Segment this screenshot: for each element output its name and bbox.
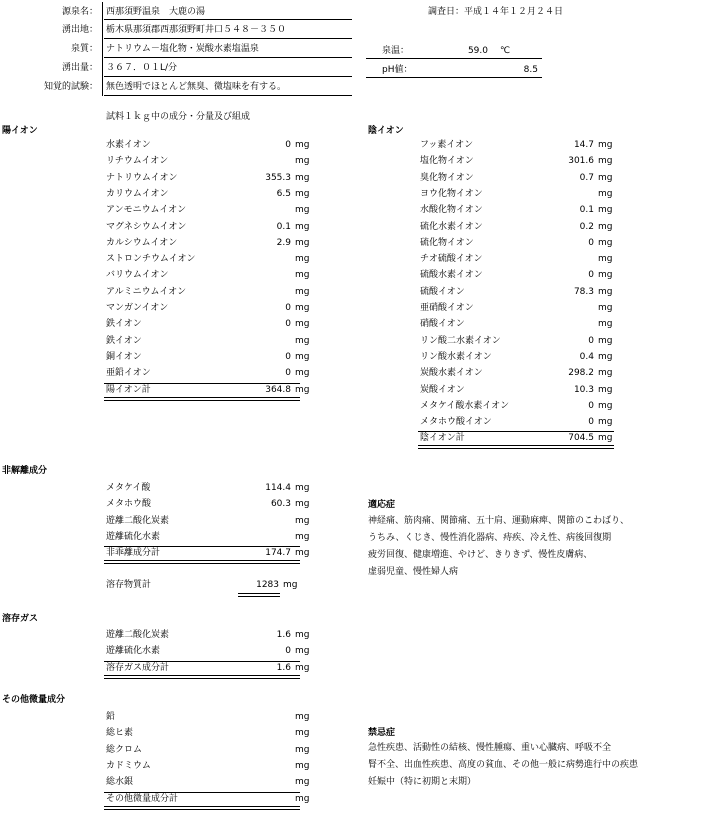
cation-row-name: アンモニウムイオン: [106, 205, 187, 215]
anion-row-name: 硫酸水素イオン: [420, 270, 483, 280]
cation-total-value: 364.8: [265, 385, 291, 395]
trace-row-name: 総クロム: [106, 745, 143, 755]
gas-row-unit: mg: [295, 630, 310, 640]
cation-row-value: 0: [285, 140, 291, 150]
undissociated-row-unit: mg: [295, 516, 310, 526]
trace-row-name: 総ヒ素: [106, 728, 134, 738]
anion-row-name: 炭酸イオン: [420, 385, 465, 395]
cation-row-unit: mg: [295, 319, 310, 329]
anion-row-value: 0: [588, 401, 594, 411]
source-value: 西那須野温泉 大鹿の湯: [106, 7, 206, 17]
anions-heading: 陰イオン: [368, 126, 404, 136]
cation-row-value: 355.3: [265, 173, 291, 183]
cation-row-name: カルシウムイオン: [106, 238, 178, 248]
anion-row-unit: mg: [598, 417, 613, 427]
anion-row-unit: mg: [598, 205, 613, 215]
anion-row-name: 硝酸イオン: [420, 319, 465, 329]
temp-label: 泉温：: [382, 46, 410, 56]
cation-row-unit: mg: [295, 173, 310, 183]
anion-row-name: リン酸水素イオン: [420, 352, 492, 362]
anion-row-value: 0: [588, 336, 594, 346]
cation-row-unit: mg: [295, 270, 310, 280]
source-label: 源泉名：: [61, 7, 98, 17]
contraindication-line: 急性疾患、活動性の結核、慢性腫瘍、重い心臓病、呼吸不全: [368, 743, 612, 753]
cation-total-name: 陽イオン計: [106, 385, 151, 395]
anion-row-name: 硫化物イオン: [420, 238, 474, 248]
cation-row-value: 0: [285, 303, 291, 313]
temp-value: 59.0: [467, 46, 488, 56]
sample-title: 試料１ｋｇ中の成分・分量及び組成: [106, 112, 251, 122]
trace-heading: その他微量成分: [2, 695, 66, 705]
header-divider: [102, 2, 103, 96]
cation-row-name: 亜鉛イオン: [106, 368, 151, 378]
cation-row-name: アルミニウムイオン: [106, 287, 187, 297]
undissociated-row-unit: mg: [295, 532, 310, 542]
trace-row-unit: mg: [295, 712, 310, 722]
anion-row-name: フッ素イオン: [420, 140, 474, 150]
survey-date: 調査日：平成１４年１２月２４日: [428, 7, 564, 17]
undissociated-row-name: メタケイ酸: [106, 483, 151, 493]
trace-row-unit: mg: [295, 728, 310, 738]
cation-row-name: ストロンチウムイオン: [106, 254, 196, 264]
cation-row-unit: mg: [295, 189, 310, 199]
anion-row-unit: mg: [598, 401, 613, 411]
undissociated-row-name: メタホウ酸: [106, 499, 152, 509]
cation-row-unit: mg: [295, 336, 310, 346]
cation-row-unit: mg: [295, 254, 310, 264]
contraindication-line: 妊娠中（特に初期と末期）: [368, 777, 477, 787]
location-value: 栃木県那須郡西那須野町井口５４８－３５０: [106, 25, 287, 35]
gas-row-unit: mg: [295, 646, 310, 656]
anion-row-value: 10.3: [573, 385, 594, 395]
anion-row-name: リン酸二水素イオン: [420, 336, 501, 346]
cation-row-value: 0.1: [276, 222, 291, 232]
cation-row-name: 鉄イオン: [106, 336, 142, 346]
contraindication-line: 腎不全、出血性疾患、高度の貧血、その他一般に病勢進行中の疾患: [368, 760, 639, 770]
anion-row-unit: mg: [598, 270, 613, 280]
gas-total-value: 1.6: [276, 663, 291, 673]
undissociated-row-name: 遊離二酸化炭素: [106, 516, 170, 526]
anion-total-unit: mg: [598, 433, 613, 443]
cation-row-name: マグネシウムイオン: [106, 222, 187, 232]
trace-row-name: カドミウム: [106, 761, 151, 771]
trace-row-name: 総水銀: [106, 777, 134, 787]
cation-row-unit: mg: [295, 140, 310, 150]
trace-total-unit: mg: [295, 794, 310, 804]
anion-row-value: 78.3: [573, 287, 594, 297]
ph-value: 8.5: [523, 65, 538, 75]
cation-row-name: 銅イオン: [106, 352, 142, 362]
anion-row-unit: mg: [598, 156, 613, 166]
anion-row-name: チオ硫酸イオン: [420, 254, 483, 264]
anion-total-value: 704.5: [568, 433, 594, 443]
cation-row-value: 2.9: [276, 238, 291, 248]
cation-row-value: 6.5: [276, 189, 291, 199]
indications-heading: 適応症: [368, 500, 396, 510]
anion-row-value: 0.1: [579, 205, 594, 215]
anion-row-value: 0.2: [579, 222, 594, 232]
anion-total-name: 陰イオン計: [420, 433, 465, 443]
anion-row-unit: mg: [598, 352, 613, 362]
gas-row-value: 1.6: [276, 630, 291, 640]
anion-row-unit: mg: [598, 303, 613, 313]
dissolved-total-unit: mg: [283, 580, 298, 590]
gas-row-name: 遊離二酸化炭素: [106, 630, 170, 640]
trace-row-name: 鉛: [106, 712, 116, 722]
anion-row-value: 0: [588, 270, 594, 280]
cation-row-unit: mg: [295, 156, 310, 166]
perception-label: 知覚的試験：: [43, 82, 98, 92]
gas-row-value: 0: [285, 646, 291, 656]
anion-row-unit: mg: [598, 368, 613, 378]
ph-label: pH値：: [382, 65, 413, 75]
cation-row-name: ナトリウムイオン: [106, 173, 178, 183]
anion-row-unit: mg: [598, 140, 613, 150]
anion-row-unit: mg: [598, 336, 613, 346]
gas-total-unit: mg: [295, 663, 310, 673]
cation-row-name: 水素イオン: [106, 140, 151, 150]
cation-total-unit: mg: [295, 385, 310, 395]
contraindications-heading: 禁忌症: [368, 728, 396, 738]
anion-row-unit: mg: [598, 238, 613, 248]
anion-row-unit: mg: [598, 287, 613, 297]
undissociated-total-name: 非乖離成分計: [106, 548, 161, 558]
cation-row-name: バリウムイオン: [106, 270, 169, 280]
cation-row-value: 0: [285, 352, 291, 362]
anion-row-unit: mg: [598, 173, 613, 183]
anion-row-unit: mg: [598, 254, 613, 264]
indication-line: 神経痛、筋肉痛、関節痛、五十肩、運動麻痺、関節のこわばり、: [368, 516, 630, 526]
trace-total-name: その他微量成分計: [106, 794, 179, 804]
trace-row-unit: mg: [295, 745, 310, 755]
gas-total-name: 溶存ガス成分計: [106, 663, 170, 673]
anion-row-unit: mg: [598, 222, 613, 232]
cation-row-value: 0: [285, 368, 291, 378]
cation-row-name: リチウムイオン: [106, 156, 169, 166]
anion-row-value: 0: [588, 417, 594, 427]
anion-row-unit: mg: [598, 319, 613, 329]
undissociated-row-unit: mg: [295, 483, 310, 493]
cation-row-name: カリウムイオン: [106, 189, 169, 199]
anion-row-value: 14.7: [573, 140, 594, 150]
anion-row-name: 硫化水素イオン: [420, 222, 483, 232]
undissociated-total-unit: mg: [295, 548, 310, 558]
anion-row-value: 0.7: [579, 173, 594, 183]
undissociated-row-unit: mg: [295, 499, 310, 509]
anion-row-name: 硫酸イオン: [420, 287, 465, 297]
anion-row-value: 298.2: [568, 368, 594, 378]
quality-value: ナトリウム－塩化物・炭酸水素塩温泉: [106, 44, 259, 54]
anion-row-value: 0.4: [579, 352, 594, 362]
cation-row-unit: mg: [295, 303, 310, 313]
cation-row-name: マンガンイオン: [106, 303, 169, 313]
cation-row-unit: mg: [295, 368, 310, 378]
temp-unit: ℃: [500, 46, 511, 56]
cation-row-unit: mg: [295, 222, 310, 232]
anion-row-name: メタケイ酸水素イオン: [420, 401, 510, 411]
dissolved-total-value: 1283: [256, 580, 279, 590]
cation-row-unit: mg: [295, 205, 310, 215]
undissociated-total-value: 174.7: [265, 548, 291, 558]
anion-row-name: 臭化物イオン: [420, 173, 474, 183]
anion-row-value: 301.6: [568, 156, 594, 166]
anion-row-name: 亜硝酸イオン: [420, 303, 474, 313]
gas-row-name: 遊離硫化水素: [106, 646, 161, 656]
undissociated-row-value: 114.4: [265, 483, 291, 493]
indication-line: うちみ、くじき、慢性消化器病、痔疾、冷え性、病後回復期: [368, 533, 612, 543]
anion-row-name: ヨウ化物イオン: [420, 189, 483, 199]
cations-heading: 陽イオン: [2, 126, 38, 136]
cation-row-value: 0: [285, 319, 291, 329]
anion-row-name: メタホウ酸イオン: [420, 417, 492, 427]
dissolved-total-name: 溶存物質計: [106, 580, 152, 590]
cation-row-name: 鉄イオン: [106, 319, 142, 329]
flow-label: 湧出量：: [61, 63, 98, 73]
indication-line: 虚弱児童、慢性婦人病: [368, 567, 459, 577]
cation-row-unit: mg: [295, 238, 310, 248]
undissociated-heading: 非解離成分: [2, 466, 48, 476]
trace-row-unit: mg: [295, 761, 310, 771]
anion-row-name: 炭酸水素イオン: [420, 368, 483, 378]
location-label: 湧出地：: [61, 25, 98, 35]
anion-row-unit: mg: [598, 385, 613, 395]
cation-row-unit: mg: [295, 352, 310, 362]
anion-row-unit: mg: [598, 189, 613, 199]
quality-label: 泉質：: [70, 44, 98, 54]
flow-value: ３６７．０１L/分: [106, 63, 178, 73]
perception-value: 無色透明でほとんど無臭、微塩味を有する。: [106, 82, 287, 92]
indication-line: 疲労回復、健康増進、やけど、きりきず、慢性皮膚病、: [368, 550, 593, 560]
undissociated-row-name: 遊離硫化水素: [106, 532, 161, 542]
undissociated-row-value: 60.3: [270, 499, 291, 509]
anion-row-name: 塩化物イオン: [420, 156, 474, 166]
cation-row-unit: mg: [295, 287, 310, 297]
anion-row-name: 水酸化物イオン: [420, 205, 483, 215]
anion-row-value: 0: [588, 238, 594, 248]
gases-heading: 溶存ガス: [2, 614, 39, 624]
trace-row-unit: mg: [295, 777, 310, 787]
